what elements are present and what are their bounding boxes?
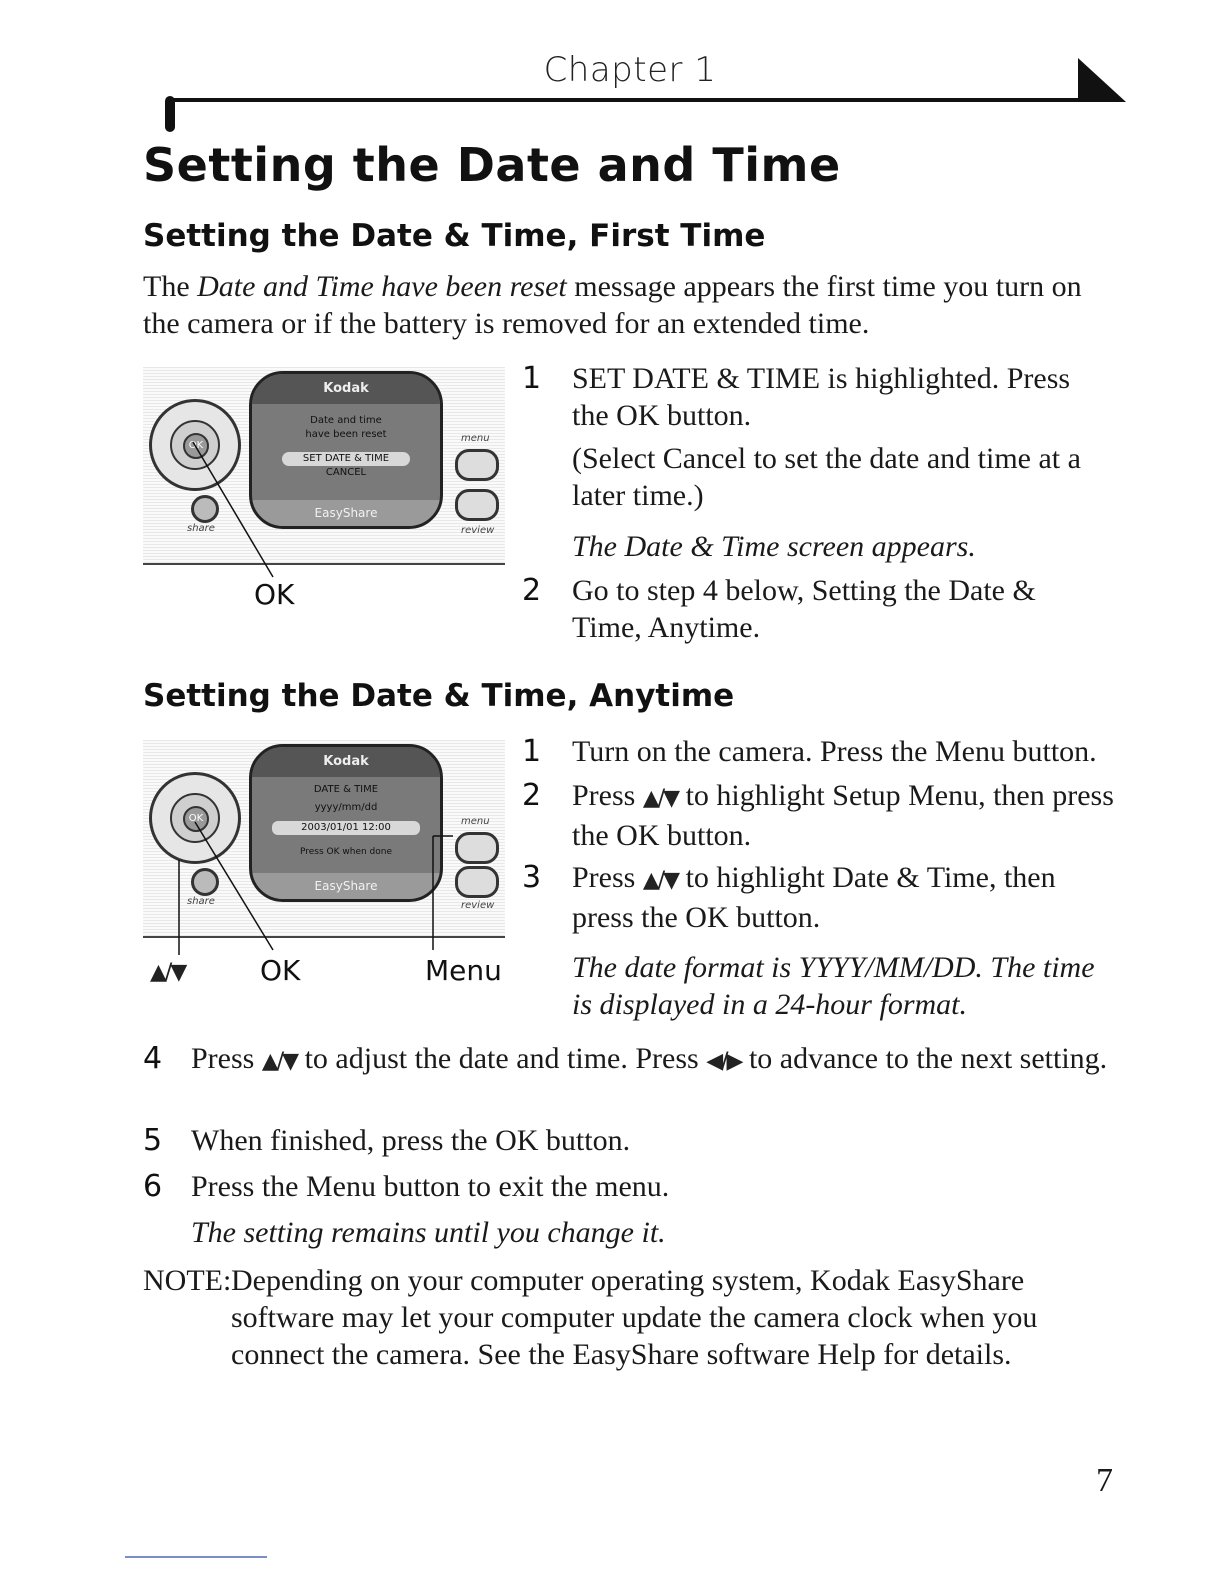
screen-header: Kodak — [252, 747, 440, 777]
section-heading-anytime: Setting the Date & Time, Anytime — [143, 678, 735, 714]
step-text-post: to advance to the next setting. — [741, 1042, 1108, 1075]
screen-footer: EasyShare — [252, 500, 440, 526]
first-time-steps — [522, 360, 1122, 646]
anytime-steps — [522, 733, 1122, 1029]
step-result-text: The Date & Time screen appears. — [572, 530, 976, 563]
step-text: When finished, press the OK button. — [191, 1124, 631, 1157]
callout-up-down-arrows: ▲/▼ — [150, 960, 186, 985]
step-item — [522, 572, 1122, 646]
up-down-arrow-icon: ▲/▼ — [261, 1049, 298, 1074]
step-item — [522, 859, 1122, 949]
screen-line: Date and time — [310, 415, 382, 426]
step-number: 6 — [143, 1169, 163, 1204]
step-item — [143, 1168, 1103, 1214]
step-result — [522, 949, 1122, 1029]
step-text: Press the Menu button to exit the menu. — [191, 1170, 670, 1203]
review-label: review — [461, 900, 495, 911]
screen-line: have been reset — [305, 429, 387, 440]
step-extra-text: (Select Cancel to set the date and time at a later time.) — [572, 442, 1081, 512]
note-label: NOTE: — [143, 1264, 232, 1297]
final-result-text: The setting remains until you change it. — [191, 1216, 666, 1249]
menu-label: menu — [461, 433, 490, 444]
screen-line: yyyy/mm/dd — [314, 802, 378, 813]
header-rule — [168, 98, 1103, 102]
step-number: 3 — [522, 860, 542, 895]
step-text-pre: Press — [191, 1042, 262, 1075]
note-block — [143, 1262, 1103, 1373]
ok-button: OK — [183, 806, 209, 832]
chapter-header: Chapter 1 — [543, 50, 717, 90]
step-item — [143, 1040, 1108, 1122]
review-label: review — [461, 525, 495, 536]
share-label: share — [187, 896, 215, 907]
screen-option: CANCEL — [325, 467, 367, 478]
intro-message-name: Date and Time have been reset — [197, 270, 567, 303]
screen-header: Kodak — [252, 374, 440, 404]
step-text-pre: Press — [572, 779, 643, 812]
step-number: 4 — [143, 1041, 163, 1076]
step-number: 2 — [522, 778, 542, 813]
left-right-arrow-icon: ◀/▶ — [706, 1049, 742, 1074]
callout-menu: Menu — [425, 954, 502, 987]
ok-button: OK — [183, 433, 209, 459]
step-number: 1 — [522, 734, 542, 769]
step-text: Go to step 4 below, Setting the Date & Time, Anytime. — [572, 574, 1036, 644]
callout-ok: OK — [254, 578, 295, 611]
step-item — [522, 733, 1122, 777]
header-arrow-icon — [1078, 58, 1126, 102]
footer-rule — [125, 1556, 267, 1558]
intro-text-pre: The — [143, 270, 198, 303]
section-heading-first-time: Setting the Date & Time, First Time — [143, 218, 766, 254]
up-down-arrow-icon: ▲/▼ — [642, 868, 679, 893]
screen-line: DATE & TIME — [313, 784, 379, 795]
share-label: share — [187, 523, 215, 534]
callout-lines-fig1 — [143, 367, 505, 587]
step-number: 1 — [522, 361, 542, 396]
screen-line: Press OK when done — [299, 847, 393, 857]
step-result — [143, 1214, 1103, 1264]
page-title: Setting the Date and Time — [143, 138, 841, 192]
note-text: Depending on your computer operating system, Kodak EasyShare software may let your computer update the camera clock when you connect the camera. See the EasyShare software Help for details. — [231, 1264, 1038, 1371]
step-extra — [522, 434, 1122, 522]
screen-date-value: 2003/01/01 12:00 — [272, 821, 420, 835]
step-item — [522, 777, 1122, 859]
step-text: SET DATE & TIME is highlighted. Press the OK button. — [572, 362, 1071, 432]
step-text-post: to highlight Date & Time, then press the OK button. — [572, 861, 1056, 934]
header-rule-dot — [165, 96, 175, 132]
step-item — [143, 1122, 1103, 1168]
intro-text-post: message appears the first time you turn on the camera or if the battery is removed for an extended time. — [143, 270, 1082, 340]
step-result-text: The date format is YYYY/MM/DD. The time is displayed in a 24-hour format. — [572, 951, 1095, 1021]
step-text: Turn on the camera. Press the Menu button. — [572, 735, 1097, 768]
step-text-post: to highlight Setup Menu, then press the OK button. — [572, 779, 1114, 852]
menu-label: menu — [461, 816, 490, 827]
step-item — [522, 360, 1122, 434]
screen-footer: EasyShare — [252, 873, 440, 899]
up-down-arrow-icon: ▲/▼ — [642, 786, 679, 811]
step-number: 5 — [143, 1123, 163, 1158]
step-text-pre: Press — [572, 861, 643, 894]
intro-paragraph — [143, 268, 1103, 342]
step-number: 2 — [522, 573, 542, 608]
step-text-mid: to adjust the date and time. Press — [297, 1042, 707, 1075]
step-result — [522, 522, 1122, 572]
screen-option-selected: SET DATE & TIME — [282, 452, 410, 466]
page-number: 7 — [1096, 1462, 1113, 1499]
continued-steps — [143, 1040, 1108, 1264]
callout-ok: OK — [260, 954, 301, 987]
callout-lines-fig2 — [143, 740, 505, 960]
